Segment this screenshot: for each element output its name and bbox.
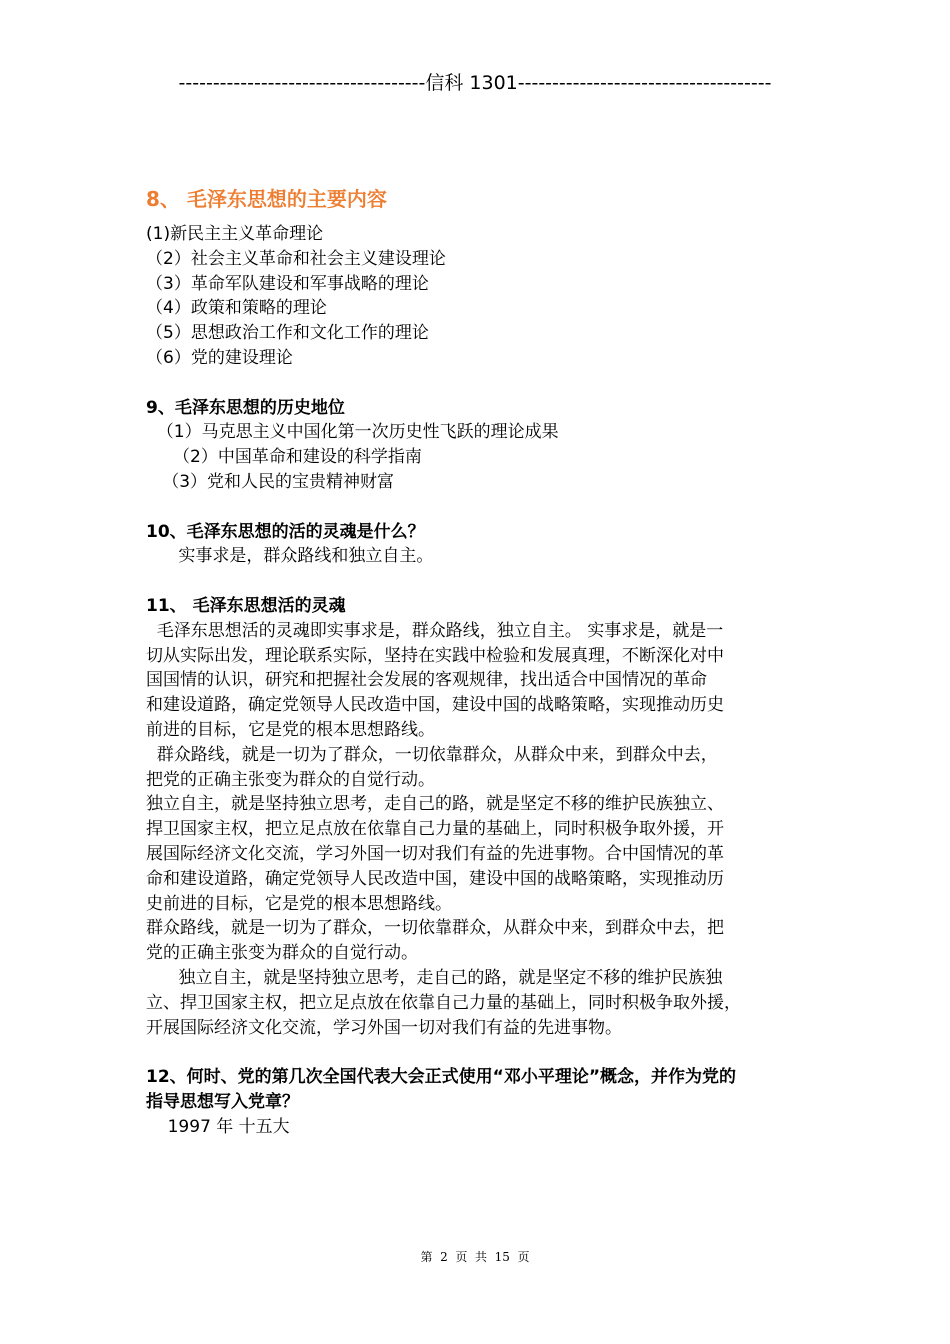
section-11-line: 国国情的认识，研究和把握社会发展的客观规律，找出适合中国情况的革命 [146, 670, 707, 691]
section-11-line: 史前进的目标，它是党的根本思想路线。 [146, 893, 452, 914]
spacer [146, 495, 826, 520]
section-9-item: （2）中国革命和建设的科学指南 [146, 447, 422, 468]
section-11-line: 命和建设道路，确定党领导人民改造中国，建设中国的战略策略，实现推动历 [146, 868, 724, 889]
section-11-line: 独立自主，就是坚持独立思考，走自己的路，就是坚定不移的维护民族独立、 [146, 794, 724, 815]
section-11-line: 捍卫国家主权，把立足点放在依靠自己力量的基础上，同时积极争取外援，开 [146, 819, 724, 840]
spacer [146, 569, 826, 594]
section-8-item: (1)新民主主义革命理论 [146, 224, 324, 244]
section-11-line: 独立自主，就是坚持独立思考，走自己的路，就是坚定不移的维护民族独 [146, 967, 723, 988]
spacer [146, 371, 826, 396]
section-8-item: （5）思想政治工作和文化工作的理论 [146, 323, 429, 344]
section-11-line: 群众路线，就是一切为了群众，一切依靠群众，从群众中来，到群众中去，把 [146, 918, 724, 939]
document-body [146, 184, 826, 1139]
section-11-line: 开展国际经济文化交流，学习外国一切对我们有益的先进事物。 [146, 1017, 622, 1038]
section-8-title: 8、 毛泽东思想的主要内容 [146, 187, 387, 211]
section-12-answer: 1997 年 十五大 [146, 1116, 290, 1137]
page-footer: 第 2 页 共 15 页 [420, 1250, 530, 1264]
section-9-title: 9、毛泽东思想的历史地位 [146, 397, 345, 418]
section-10-answer: 实事求是，群众路线和独立自主。 [146, 546, 434, 567]
spacer [146, 1040, 826, 1065]
section-11-title: 11、 毛泽东思想活的灵魂 [146, 595, 346, 616]
section-12-title: 指导思想写入党章？ [146, 1091, 299, 1112]
section-8-item: （2）社会主义革命和社会主义建设理论 [146, 248, 446, 269]
section-9-item: （1）马克思主义中国化第一次历史性飞跃的理论成果 [146, 422, 559, 443]
section-11-line: 把党的正确主张变为群众的自觉行动。 [146, 769, 435, 790]
section-8-item: （4）政策和策略的理论 [146, 298, 327, 319]
section-11-line: 展国际经济文化交流，学习外国一切对我们有益的先进事物。合中国情况的革 [146, 843, 724, 864]
section-9-item: （3）党和人民的宝贵精神财富 [146, 471, 395, 492]
page-header: ------------------------------------信科 1301------------------------------------- [178, 72, 772, 94]
section-12-title: 12、何时、党的第几次全国代表大会正式使用“邓小平理论”概念，并作为党的 [146, 1067, 737, 1088]
section-11-line: 和建设道路，确定党领导人民改造中国，建设中国的战略策略，实现推动历史 [146, 695, 724, 716]
section-11-line: 群众路线，就是一切为了群众，一切依靠群众，从群众中来，到群众中去， [146, 744, 718, 765]
section-11-line: 立、捍卫国家主权，把立足点放在依靠自己力量的基础上，同时积极争取外援， [146, 992, 741, 1013]
section-11-line: 毛泽东思想活的灵魂即实事求是，群众路线，独立自主。 实事求是，就是一 [146, 620, 724, 641]
section-11-line: 切从实际出发，理论联系实际，坚持在实践中检验和发展真理，不断深化对中 [146, 645, 724, 666]
section-11-line: 党的正确主张变为群众的自觉行动。 [146, 943, 418, 964]
section-10-title: 10、毛泽东思想的活的灵魂是什么？ [146, 521, 425, 542]
section-8-item: （6）党的建设理论 [146, 347, 293, 368]
section-11-line: 前进的目标，它是党的根本思想路线。 [146, 719, 435, 740]
section-8-item: （3）革命军队建设和军事战略的理论 [146, 273, 429, 294]
